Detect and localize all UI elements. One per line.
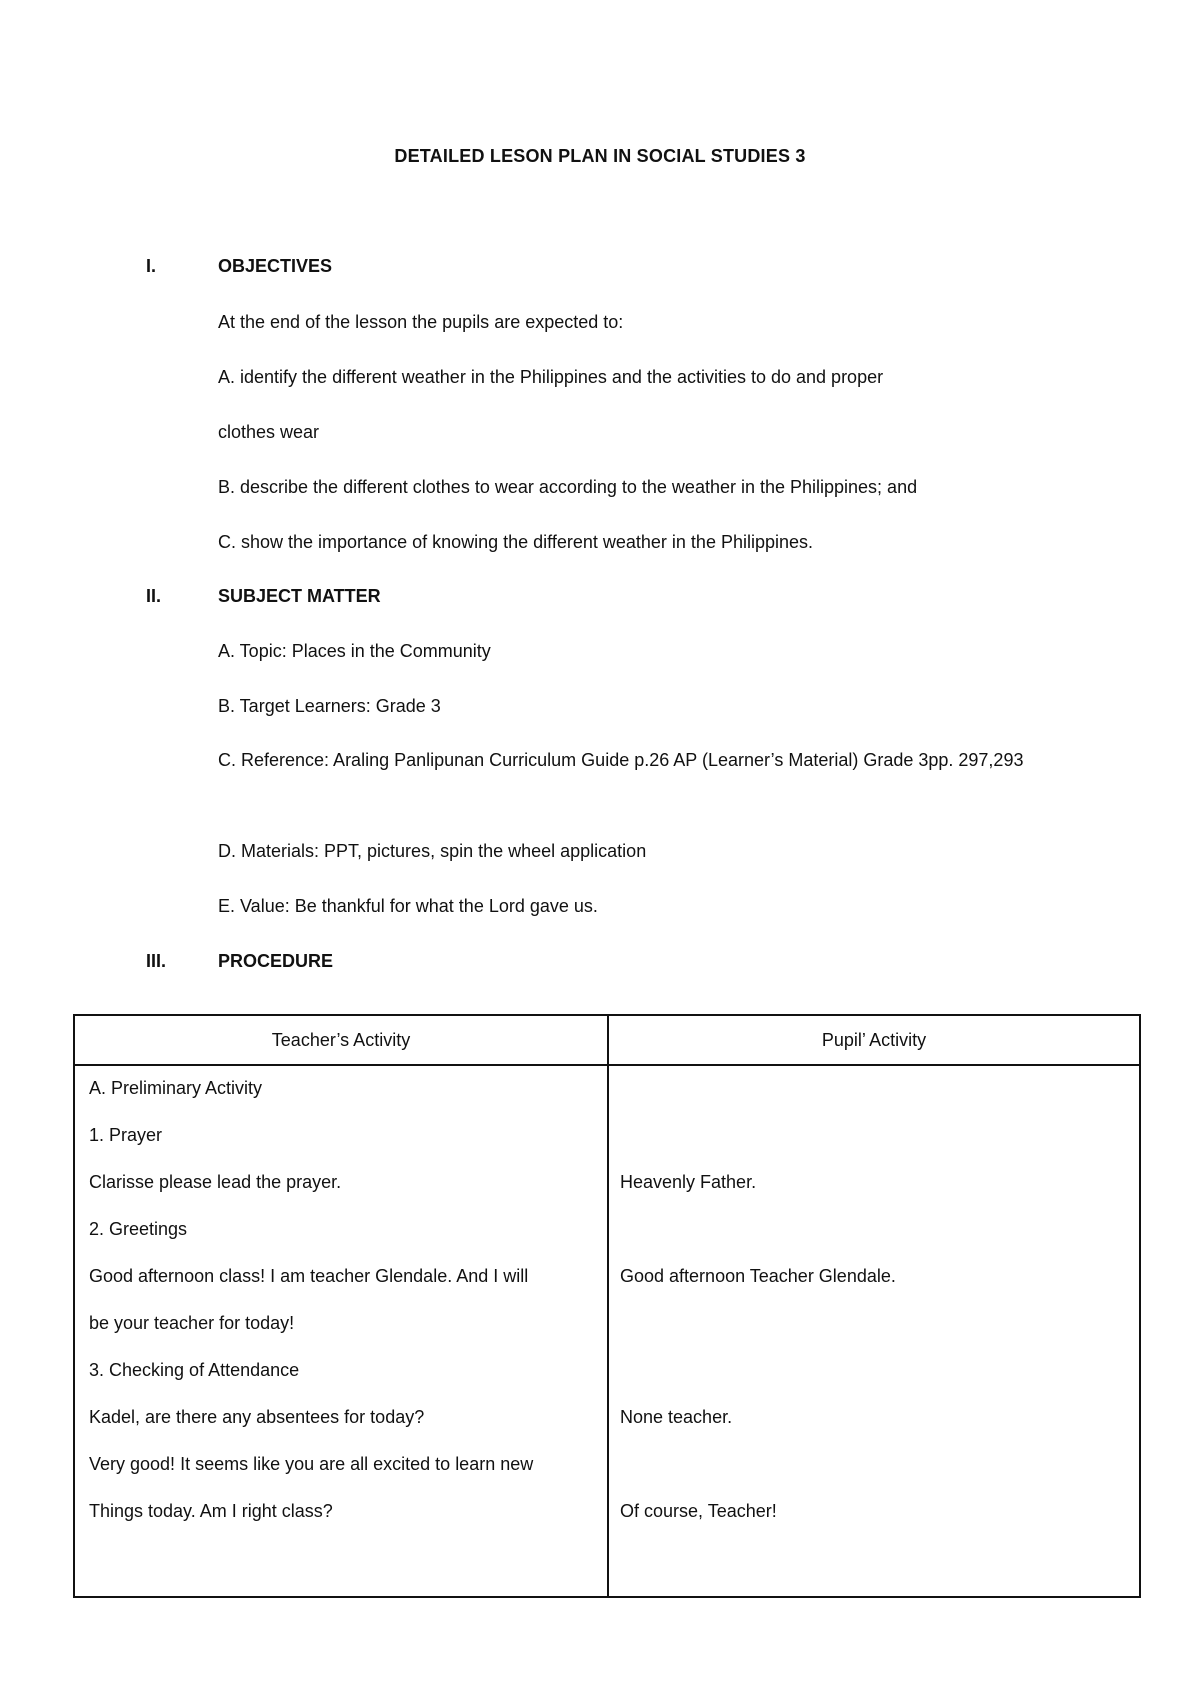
teacher-line: Good afternoon class! I am teacher Glendale. And I will [89, 1266, 529, 1286]
procedure-table [73, 1014, 1141, 1598]
teacher-line: Very good! It seems like you are all excited to learn new [89, 1454, 534, 1474]
subject-value: E. Value: Be thankful for what the Lord gave us. [218, 896, 598, 916]
objective-b: B. describe the different clothes to wear according to the weather in the Philippines; and [218, 477, 918, 497]
pupil-line [609, 1307, 1139, 1354]
objective-a: A. identify the different weather in the Philippines and the activities to do and proper [218, 367, 884, 387]
teacher-line: Kadel, are there any absentees for today? [89, 1407, 425, 1427]
pupil-line [609, 1448, 1139, 1495]
pupil-line [609, 1119, 1139, 1166]
teacher-line: Clarisse please lead the prayer. [89, 1172, 342, 1192]
table-row [74, 1065, 1140, 1597]
section-number-subject-matter: II. [146, 586, 162, 606]
pupil-activity-cell [608, 1065, 1140, 1597]
pupil-line [609, 1213, 1139, 1260]
teacher-activity-cell [74, 1065, 608, 1597]
teacher-line: 2. Greetings [89, 1219, 188, 1239]
table-header-row [74, 1015, 1140, 1065]
subject-target-learners: B. Target Learners: Grade 3 [218, 696, 441, 716]
teacher-line: be your teacher for today! [89, 1313, 295, 1333]
subject-topic: A. Topic: Places in the Community [218, 641, 491, 661]
section-heading-objectives: OBJECTIVES [218, 256, 333, 276]
pupil-line [609, 1354, 1139, 1401]
objective-a-continued: clothes wear [218, 422, 320, 442]
header-pupils-activity: Pupil’ Activity [608, 1015, 1140, 1065]
teacher-line: 3. Checking of Attendance [89, 1360, 300, 1380]
teacher-line: A. Preliminary Activity [89, 1078, 263, 1098]
objectives-intro: At the end of the lesson the pupils are expected to: [218, 312, 624, 332]
section-number-objectives: I. [146, 256, 157, 276]
subject-reference: C. Reference: Araling Panlipunan Curriculum Guide p.26 AP (Learner’s Material) Grade 3pp. 297,293 [218, 750, 1024, 770]
section-number-procedure: III. [146, 951, 167, 971]
pupil-line: Of course, Teacher! [620, 1501, 777, 1521]
subject-materials: D. Materials: PPT, pictures, spin the wheel application [218, 841, 647, 861]
teacher-line: Things today. Am I right class? [89, 1501, 333, 1521]
header-teachers-activity: Teacher’s Activity [74, 1015, 608, 1065]
teacher-line: 1. Prayer [89, 1125, 163, 1145]
pupil-line: Good afternoon Teacher Glendale. [620, 1266, 896, 1286]
document-title: DETAILED LESON PLAN IN SOCIAL STUDIES 3 [394, 146, 806, 166]
section-heading-subject-matter: SUBJECT MATTER [218, 586, 381, 606]
pupil-line [609, 1072, 1139, 1119]
objective-c: C. show the importance of knowing the different weather in the Philippines. [218, 532, 814, 552]
section-heading-procedure: PROCEDURE [218, 951, 334, 971]
pupil-line: Heavenly Father. [620, 1172, 757, 1192]
pupil-line: None teacher. [620, 1407, 733, 1427]
